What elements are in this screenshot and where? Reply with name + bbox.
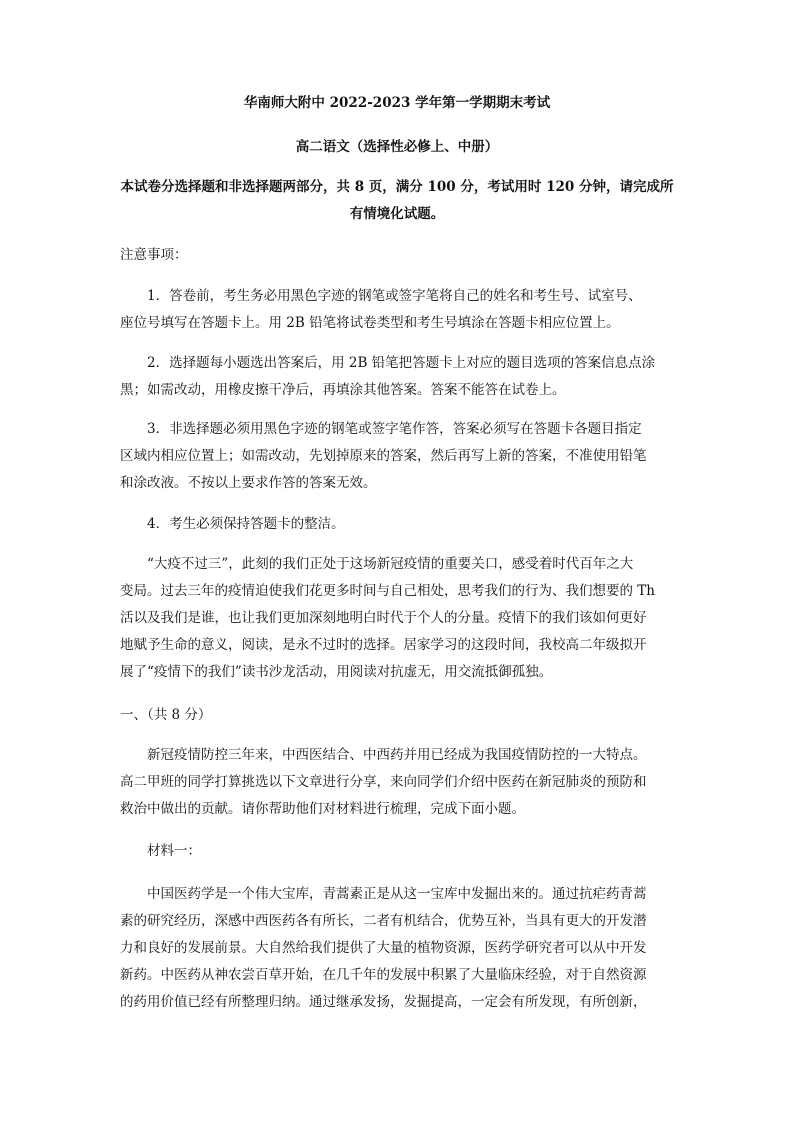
intro-line-2: 有情境化试题。 <box>349 206 445 222</box>
notice-item-4: 4．考生必须保持答题卡的整洁。 <box>147 516 345 532</box>
notice-item-2-line-1: 2．选择题每小题选出答案后，用 2B 铅笔把答题卡上对应的题目选项的答案信息点涂 <box>147 355 656 371</box>
notice-item-3-line-3: 和涂改液。不按以上要求作答的答案无效。 <box>120 475 377 491</box>
notice-item-3-line-2: 区域内相应位置上；如需改动，先划掉原来的答案，然后再写上新的答案，不准使用铅笔 <box>120 448 647 464</box>
material-line-2: 素的研究经历，深感中西医药各有所长，二者有机结合，优势互补，当具有更大的开发潜 <box>120 913 647 929</box>
intro-line-1: 本试卷分选择题和非选择题两部分，共 8 页，满分 100 分，考试用时 120 分钟，请完成所 <box>120 179 674 195</box>
material-line-3: 力和良好的发展前景。大自然给我们提供了大量的植物资源，医药学研究者可以从中开发 <box>120 940 647 956</box>
subject-title: 高二语文（选择性必修上、中册） <box>295 139 499 155</box>
material-label: 材料一： <box>147 843 201 859</box>
section-1-heading: 一、（共 8 分） <box>120 707 212 723</box>
preface-line-3: 活以及我们是谁，也让我们更加深刻地明白时代于个人的分量。疫情下的我们该如何更好 <box>120 610 647 626</box>
notice-item-1-line-2: 座位号填写在答题卡上。用 2B 铅笔将试卷类型和考生号填涂在答题卡相应位置上。 <box>120 315 620 331</box>
material-line-5: 的药用价值已经有所整理归纳。通过继承发扬，发掘提高，一定会有所发现，有所创新， <box>120 994 647 1010</box>
section-1-intro-line-1: 新冠疫情防控三年来，中西医结合、中西药并用已经成为我国疫情防控的一大特点。 <box>147 747 647 763</box>
section-1-intro-line-3: 救治中做出的贡献。请你帮助他们对材料进行梳理，完成下面小题。 <box>120 801 525 817</box>
notice-item-2-line-2: 黑；如需改动，用橡皮擦干净后，再填涂其他答案。答案不能答在试卷上。 <box>120 382 566 398</box>
section-1-intro-line-2: 高二甲班的同学打算挑选以下文章进行分享，来向同学们介绍中医药在新冠肺炎的预防和 <box>120 774 647 790</box>
exam-title: 华南师大附中 2022-2023 学年第一学期期末考试 <box>243 95 551 111</box>
preface-line-5: 展了“疫情下的我们”读书沙龙活动，用阅读对抗虚无，用交流抵御孤独。 <box>120 664 553 680</box>
preface-line-2: 变局。过去三年的疫情迫使我们花更多时间与自己相处，思考我们的行为、我们想要的 Th <box>120 583 655 599</box>
notice-item-3-line-1: 3．非选择题必须用黑色字迹的钢笔或签字笔作答，答案必须写在答题卡各题目指定 <box>147 421 642 437</box>
material-line-1: 中国医药学是一个伟大宝库，青蒿素正是从这一宝库中发掘出来的。通过抗疟药青蒿 <box>147 886 647 902</box>
notice-heading: 注意事项： <box>120 247 188 263</box>
material-line-4: 新药。中医药从神农尝百草开始，在几千年的发展中积累了大量临床经验，对于自然资源 <box>120 967 647 983</box>
notice-item-1-line-1: 1．答卷前，考生务必用黑色字迹的钢笔或签字笔将自己的姓名和考生号、试室号、 <box>147 288 642 304</box>
preface-line-4: 地赋予生命的意义，阅读，是永不过时的选择。居家学习的这段时间，我校高二年级拟开 <box>120 637 647 653</box>
preface-line-1: “大疫不过三”，此刻的我们正处于这场新冠疫情的重要关口，感受着时代百年之大 <box>147 556 634 572</box>
